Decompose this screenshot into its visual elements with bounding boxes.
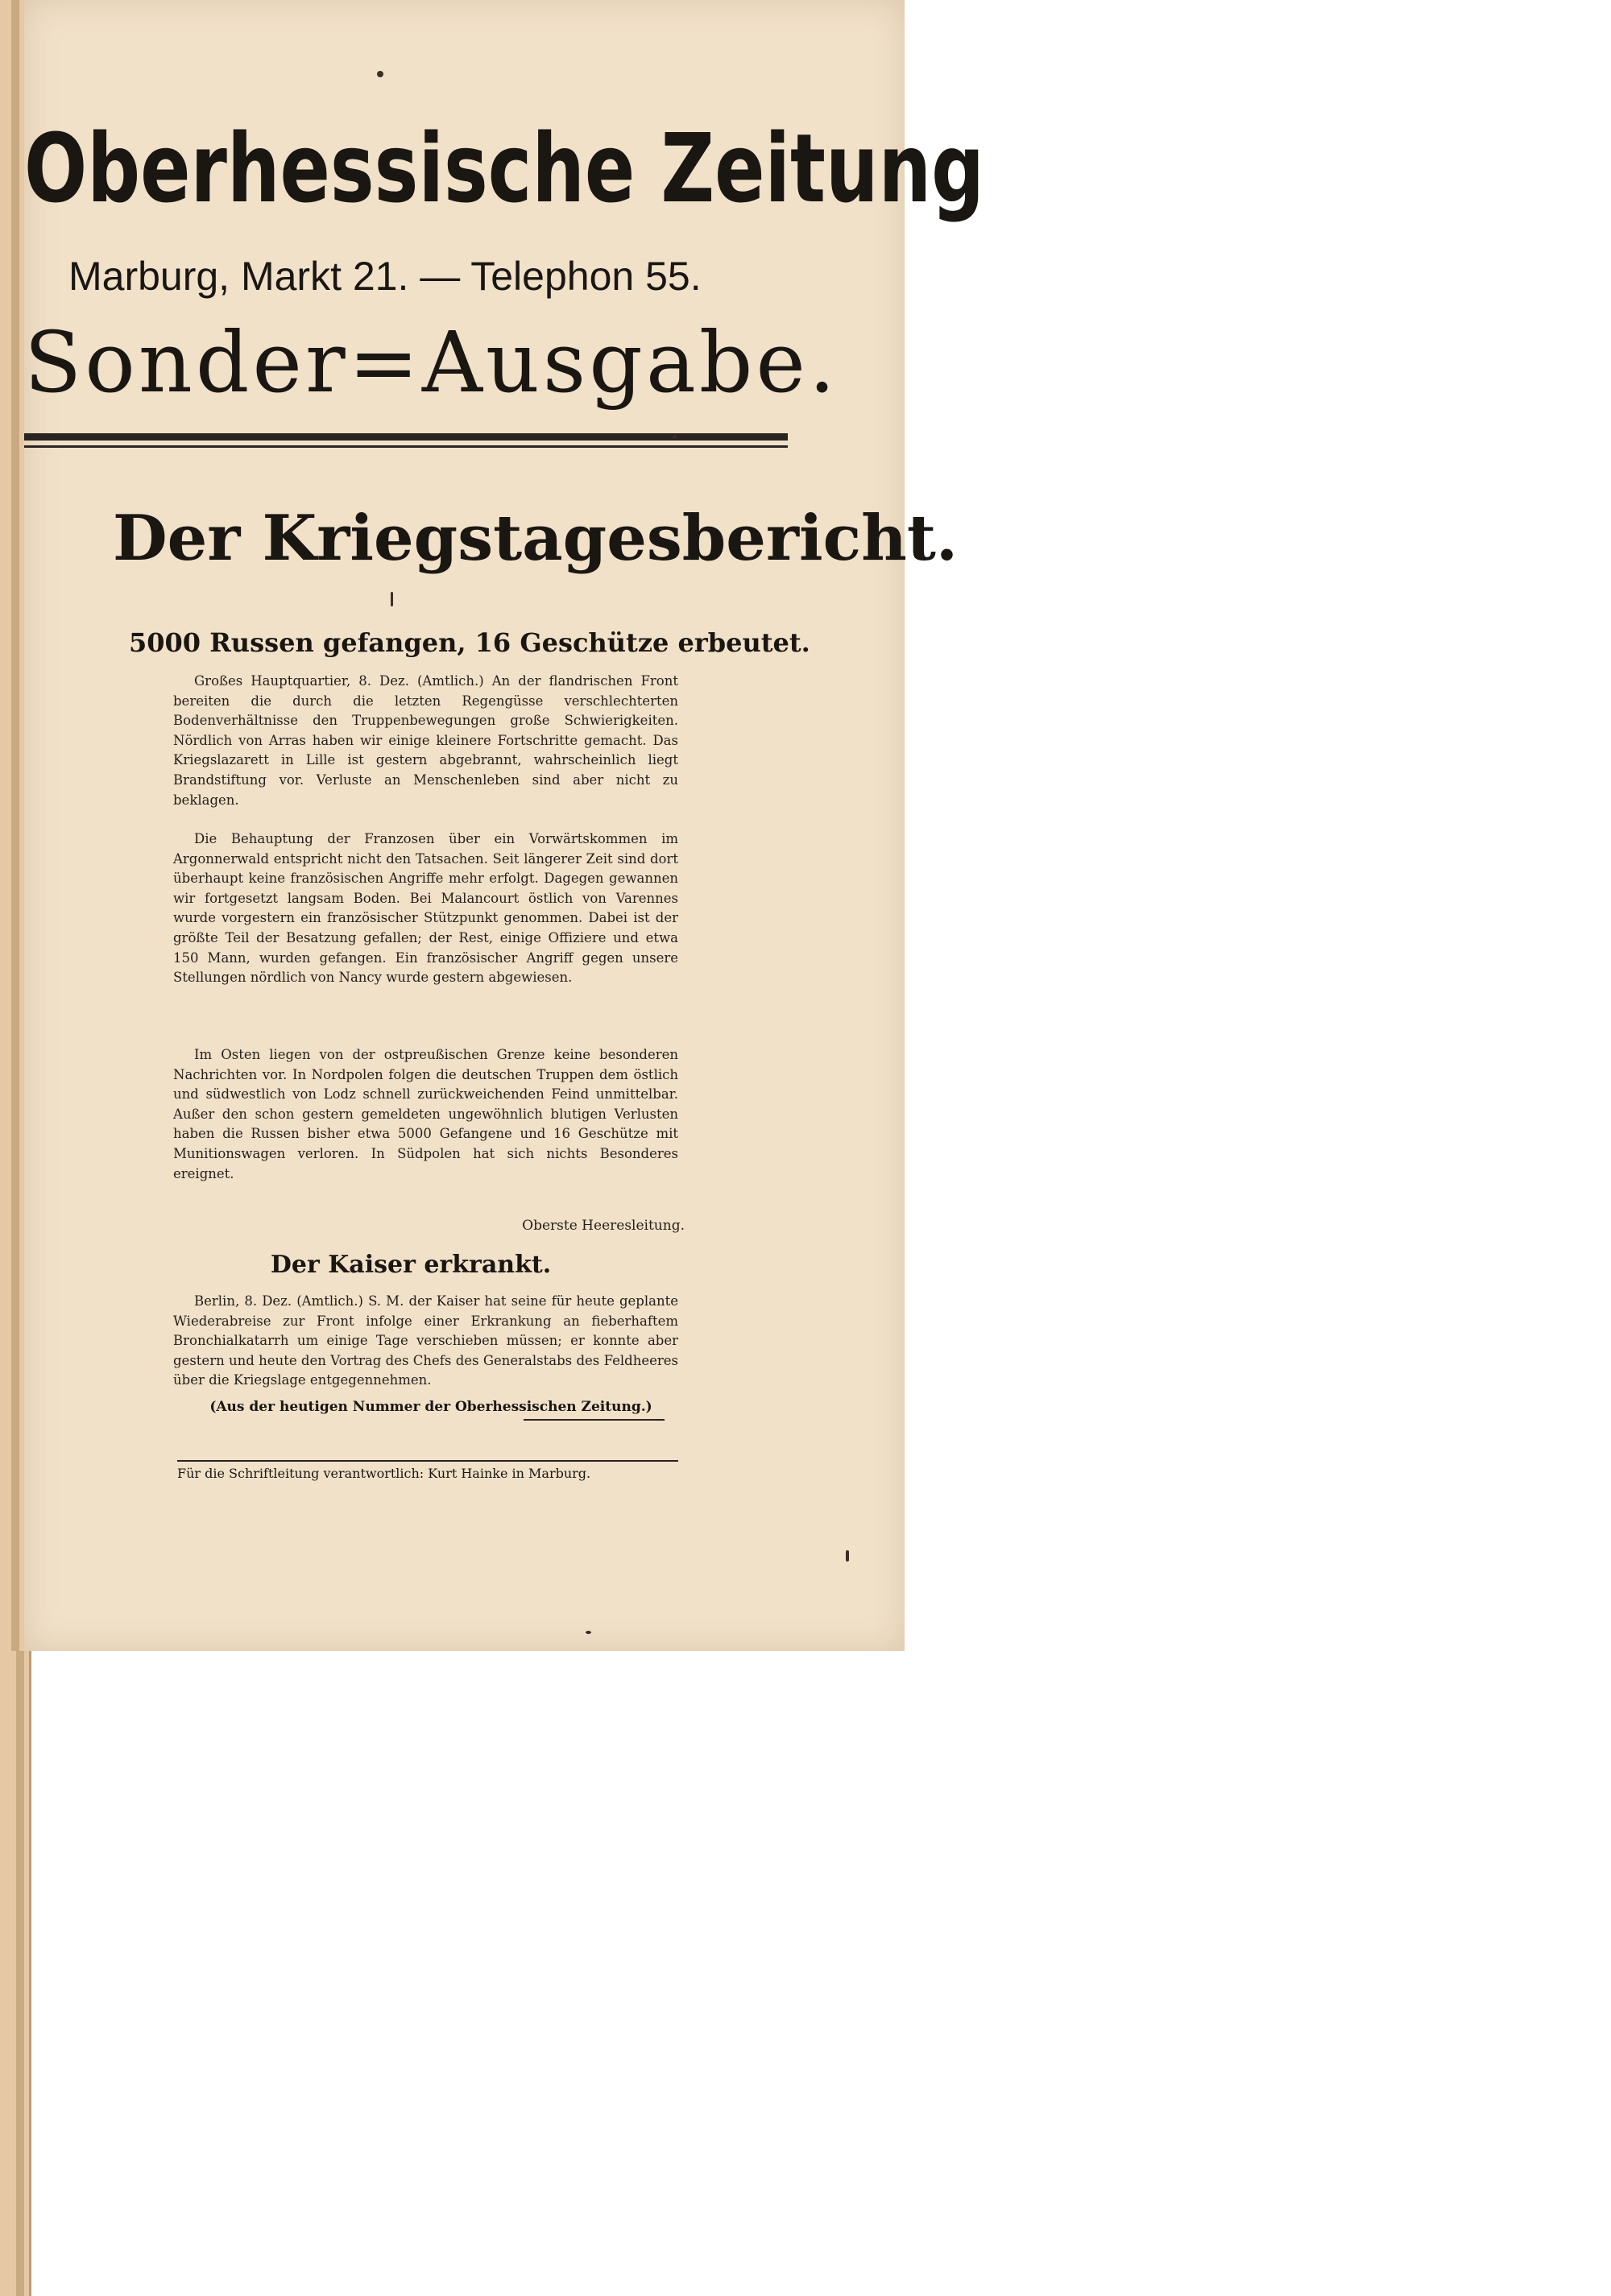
footer-imprint: Für die Schriftleitung verantwortlich: Kurt Hainke in Marburg. bbox=[177, 1466, 591, 1481]
report-title: Der Kriegstagesbericht. bbox=[113, 502, 959, 575]
source-note: (Aus der heutigen Nummer der Oberhessischen Zeitung.) bbox=[209, 1399, 652, 1415]
paragraph-text: Berlin, 8. Dez. (Amtlich.) S. M. der Kaiser hat seine für heute geplante Wiederabreise zur Front infolge einer Erkrankung an fieberhaftem Bronchialkatarrh um einige Tage verschieben müssen; er konnte aber gestern und heute den Vortrag des Chefs des Generalstabs des Feldheeres über die Kriegslage entgegennehmen. bbox=[173, 1293, 678, 1388]
binding-edge-lower-shadow bbox=[16, 1651, 24, 2296]
report-paragraph-3 bbox=[173, 1045, 678, 1184]
binding-edge-lower bbox=[0, 1651, 29, 2296]
report-signature: Oberste Heeresleitung. bbox=[522, 1218, 685, 1234]
kaiser-headline: Der Kaiser erkrankt. bbox=[270, 1251, 552, 1279]
paper-speck bbox=[673, 435, 677, 439]
paragraph-text: Die Behauptung der Franzosen über ein Vorwärtskommen im Argonnerwald entspricht nicht den Tatsachen. Seit längerer Zeit sind dort überhaupt keine französischen Angriffe mehr erfolgt. Dagegen gewannen wir fortgesetzt langsam Boden. Bei Malancourt östlich von Varennes wurde vorgestern ein französischer Stützpunkt genommen. Dabei ist der größte Teil der Besatzung gefallen; der Rest, einige Offiziere und etwa 150 Mann, wurden gefangen. Ein französischer Angriff gegen unsere Stellungen nördlich von Nancy wurde gestern abgewiesen. bbox=[173, 831, 678, 986]
footer-rule bbox=[177, 1460, 678, 1462]
paragraph-text: Im Osten liegen von der ostpreußischen Grenze keine besonderen Nachrichten vor. In Nordpolen folgen die deutschen Truppen dem östlich und südwestlich von Lodz schnell zurückweichenden Feind unmittelbar. Außer den schon gestern gemeldeten ungewöhnlich blutigen Verlusten haben die Russen bisher etwa 5000 Gefangene und 16 Geschütze mit Munitionswagen verloren. In Südpolen hat sich nichts Besonderes ereignet. bbox=[173, 1047, 678, 1181]
edition-label: Sonder=Ausgabe. bbox=[24, 313, 839, 412]
masthead-rule-thin bbox=[24, 445, 788, 448]
paragraph-text: Großes Hauptquartier, 8. Dez. (Amtlich.) An der flandrischen Front bereiten die durch die letzten Regengüsse verschlechterten Bodenverhältnisse den Truppenbewegungen große Schwierigkeiten. Nördlich von Arras haben wir einige kleinere Fortschritte gemacht. Das Kriegslazarett in Lille ist gestern abgebrannt, wahrscheinlich liegt Brandstiftung vor. Verluste an Menschenleben sind aber nicht zu beklagen. bbox=[173, 673, 678, 808]
kaiser-paragraph bbox=[173, 1292, 678, 1391]
paper-speck bbox=[586, 1631, 591, 1634]
newspaper-sheet bbox=[24, 0, 984, 1651]
paper-speck bbox=[846, 1550, 849, 1562]
paper-speck bbox=[377, 71, 383, 77]
masthead-title: Oberhessische Zeitung bbox=[24, 113, 984, 224]
report-paragraph-1 bbox=[173, 672, 678, 810]
paper-speck bbox=[391, 592, 393, 606]
report-paragraph-2 bbox=[173, 829, 678, 988]
masthead-address: Marburg, Markt 21. — Telephon 55. bbox=[68, 254, 702, 299]
source-rule bbox=[524, 1419, 665, 1421]
report-headline: 5000 Russen gefangen, 16 Geschütze erbeutet. bbox=[129, 627, 810, 658]
